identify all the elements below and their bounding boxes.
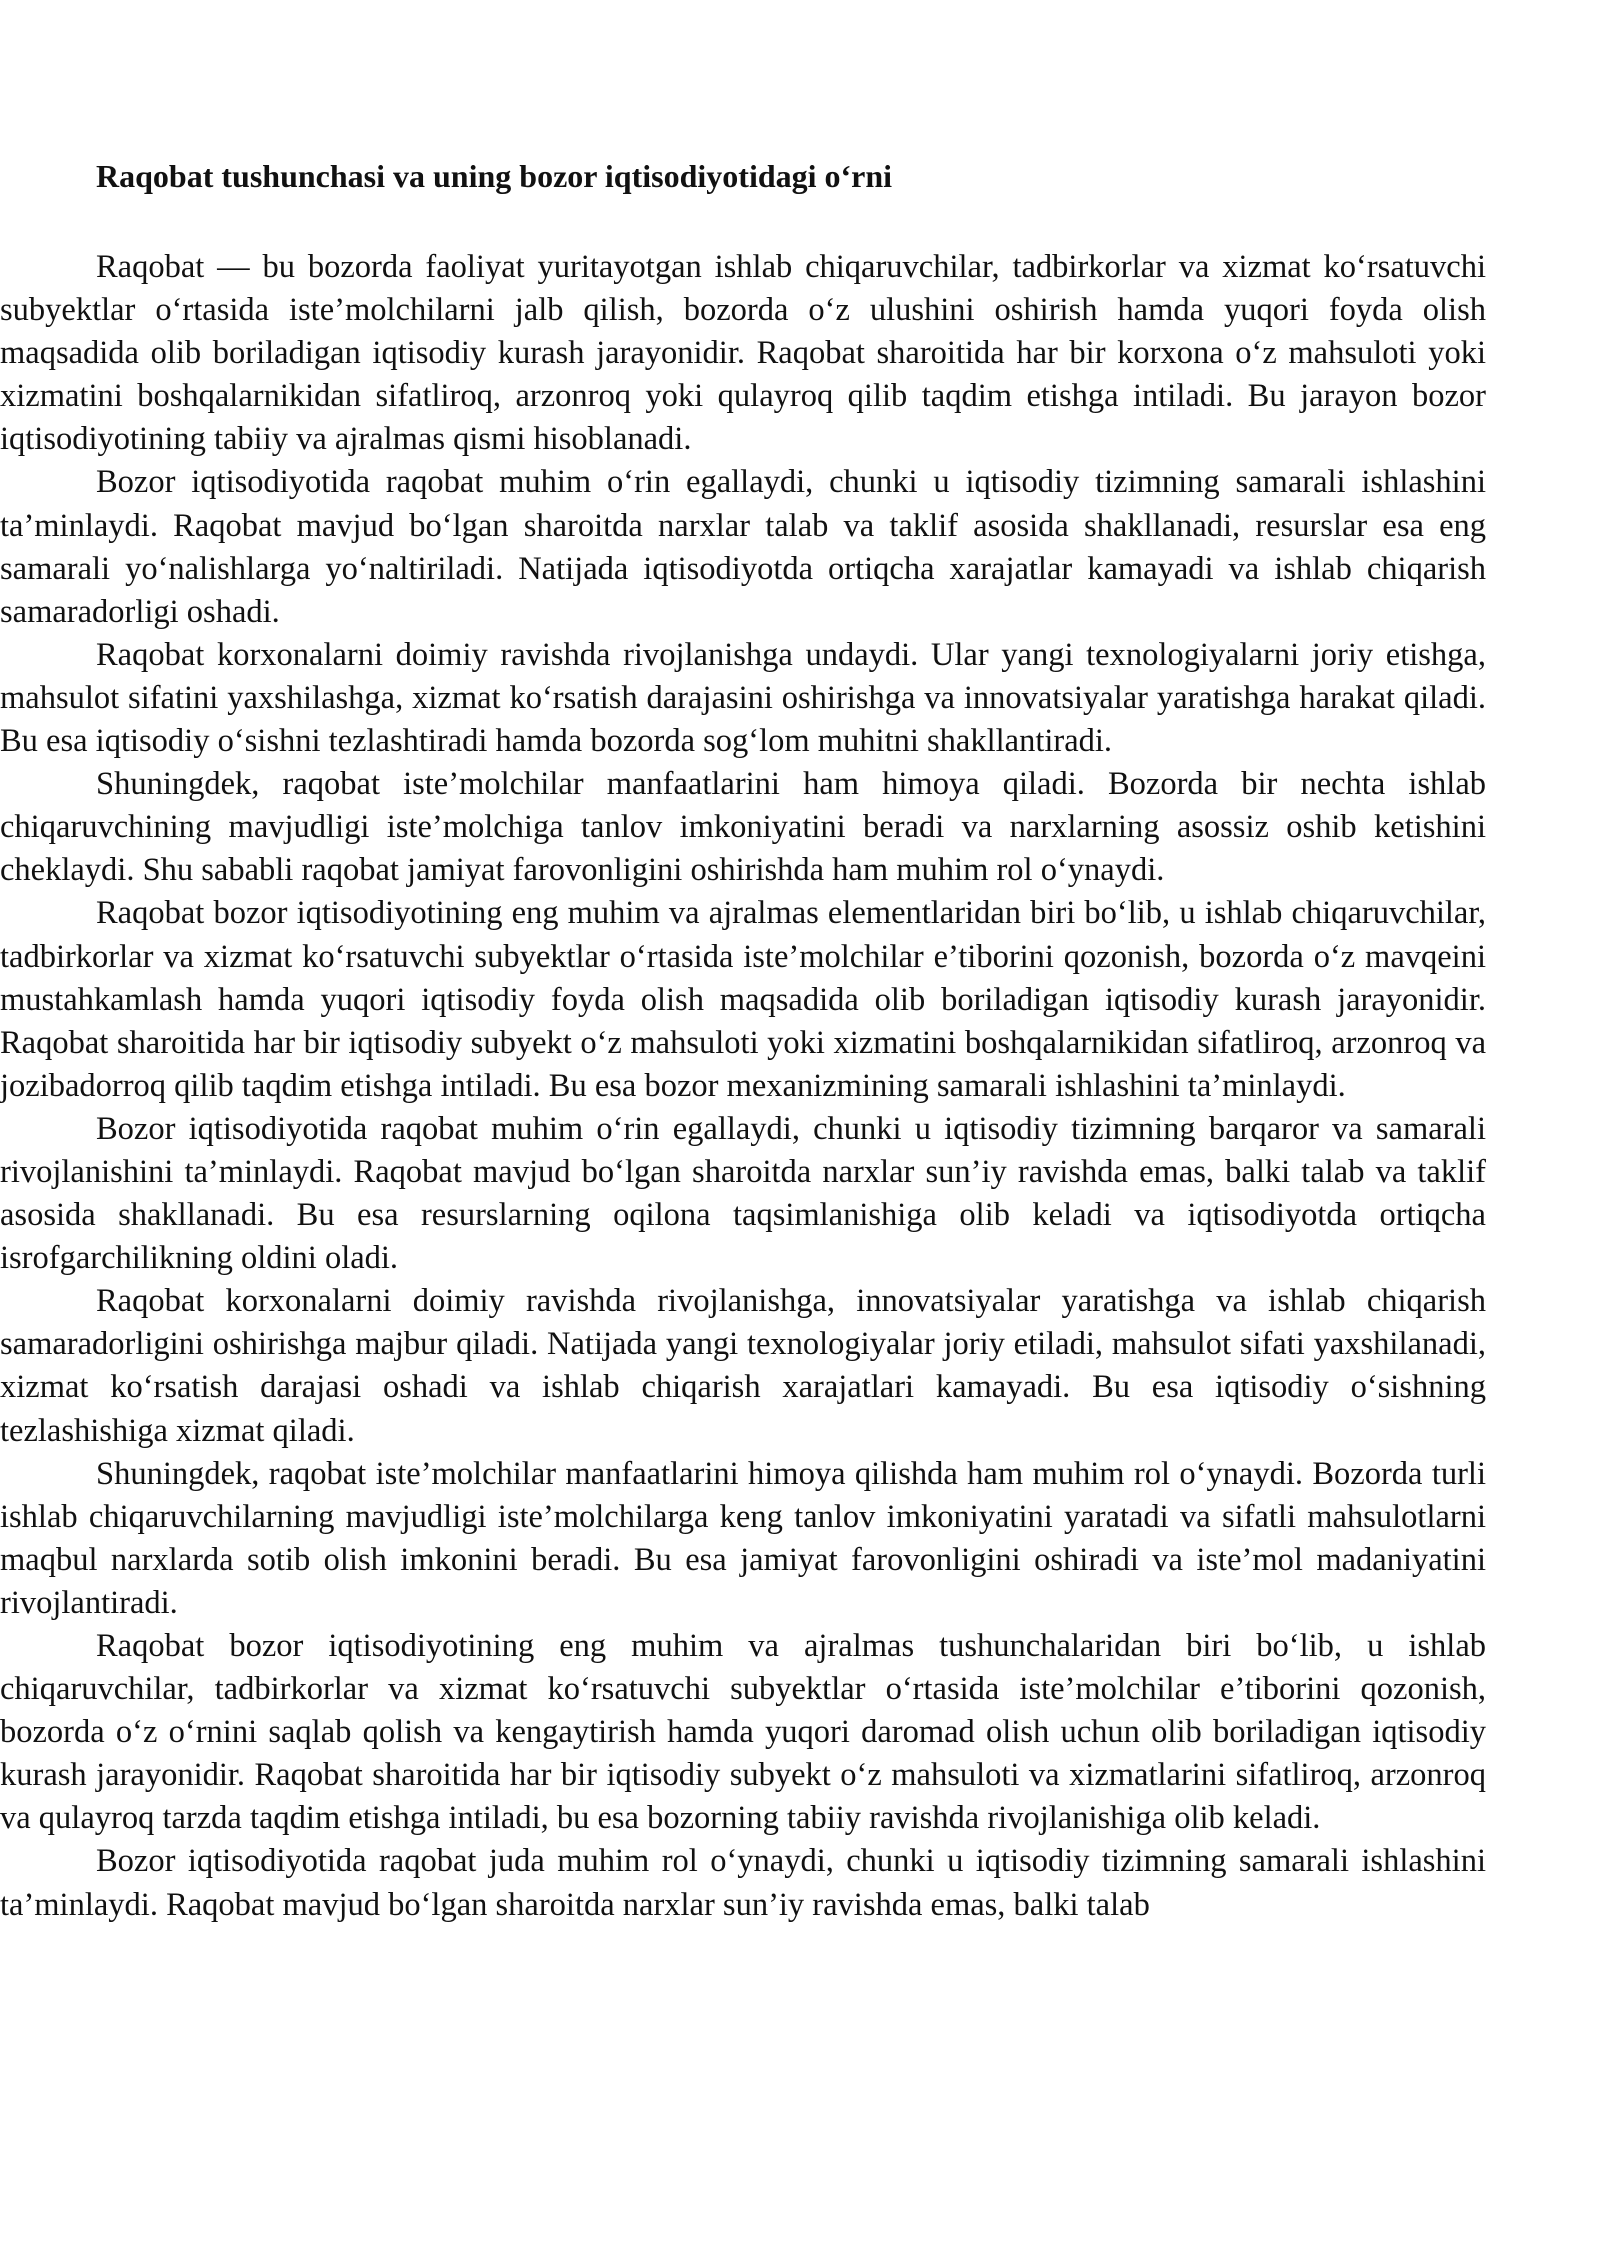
paragraph: Raqobat bozor iqtisodiyotining eng muhim va ajralmas elementlaridan biri bo‘lib, u ishlab chiqaruvchilar, tadbirkorlar va xizmat ko‘rsatuvchi subyektlar o‘rtasida iste’molchilar e’tiborini qozonish, bozorda o‘z mavqeini mustahkamlash hamda yuqori iqtisodiy foyda olish maqsadida olib boriladigan iqtisodiy kurash jarayonidir. Raqobat sharoitida har bir iqtisodiy subyekt o‘z mahsuloti yoki xizmatini boshqalarnikidan sifatliroq, arzonroq va jozibadorroq qilib taqdim etishga intiladi. Bu esa bozor mexanizmining samarali ishlashini ta’minlaydi. [0,895,1486,1104]
paragraph: Raqobat — bu bozorda faoliyat yuritayotgan ishlab chiqaruvchilar, tadbirkorlar va xizmat ko‘rsatuvchi subyektlar o‘rtasida iste’molchilarni jalb qilish, bozorda o‘z ulushini oshirish hamda yuqori foyda olish maqsadida olib boriladigan iqtisodiy kurash jarayonidir. Raqobat sharoitida har bir korxona o‘z mahsuloti yoki xizmatini boshqalarnikidan sifatliroq, arzonroq yoki qulayroq qilib taqdim etishga intiladi. Bu jarayon bozor iqtisodiyotining tabiiy va ajralmas qismi hisoblanadi. [0,249,1486,458]
paragraph: Raqobat korxonalarni doimiy ravishda rivojlanishga, innovatsiyalar yaratishga va ishlab chiqarish samaradorligini oshirishga majbur qiladi. Natijada yangi texnologiyalar joriy etiladi, mahsulot sifati yaxshilanadi, xizmat ko‘rsatish darajasi oshadi va ishlab chiqarish xarajatlari kamayadi. Bu esa iqtisodiy o‘sishning tezlashishiga xizmat qiladi. [0,1283,1486,1449]
paragraph: Raqobat korxonalarni doimiy ravishda rivojlanishga undaydi. Ular yangi texnologiyalarni joriy etishga, mahsulot sifatini yaxshilashga, xizmat ko‘rsatish darajasini oshirishga va innovatsiyalar yaratishga harakat qiladi. Bu esa iqtisodiy o‘sishni tezlashtiradi hamda bozorda sog‘lom muhitni shakllantiradi. [0,636,1486,760]
document-title: Raqobat tushunchasi va uning bozor iqtisodiyotidagi o‘rni [96,158,893,194]
paragraph: Shuningdek, raqobat iste’molchilar manfaatlarini ham himoya qiladi. Bozorda bir nechta ishlab chiqaruvchining mavjudligi iste’molchiga tanlov imkoniyatini beradi va narxlarning asossiz oshib ketishini cheklaydi. Shu sababli raqobat jamiyat farovonligini oshirishda ham muhim rol o‘ynaydi. [0,766,1486,889]
paragraph: Bozor iqtisodiyotida raqobat muhim o‘rin egallaydi, chunki u iqtisodiy tizimning barqaror va samarali rivojlanishini ta’minlaydi. Raqobat mavjud bo‘lgan sharoitda narxlar sun’iy ravishda emas, balki talab va taklif asosida shakllanadi. Bu esa resurslarning oqilona taqsimlanishiga olib keladi va iqtisodiyotda ortiqcha isrofgarchilikning oldini oladi. [0,1110,1486,1277]
paragraph: Raqobat bozor iqtisodiyotining eng muhim va ajralmas tushunchalaridan biri bo‘lib, u ishlab chiqaruvchilar, tadbirkorlar va xizmat ko‘rsatuvchi subyektlar o‘rtasida iste’molchilar e’tiborini qozonish, bozorda o‘z o‘rnini saqlab qolish va kengaytirish hamda yuqori daromad olish uchun olib boriladigan iqtisodiy kurash jarayonidir. Raqobat sharoitida har bir iqtisodiy subyekt o‘z mahsuloti va xizmatlarini sifatliroq, arzonroq va qulayroq tarzda taqdim etishga intiladi, bu esa bozorning tabiiy ravishda rivojlanishiga olib keladi. [0,1628,1486,1837]
paragraph: Shuningdek, raqobat iste’molchilar manfaatlarini himoya qilishda ham muhim rol o‘ynaydi. Bozorda turli ishlab chiqaruvchilarning mavjudligi iste’molchilarga keng tanlov imkoniyatini yaratadi va sifatli mahsulotlarni maqbul narxlarda sotib olish imkonini beradi. Bu esa jamiyat farovonligini oshiradi va iste’mol madaniyatini rivojlantiradi. [0,1455,1486,1621]
paragraph: Bozor iqtisodiyotida raqobat muhim o‘rin egallaydi, chunki u iqtisodiy tizimning samarali ishlashini ta’minlaydi. Raqobat mavjud bo‘lgan sharoitda narxlar talab va taklif asosida shakllanadi, resurslar esa eng samarali yo‘nalishlarga yo‘naltiriladi. Natijada iqtisodiyotda ortiqcha xarajatlar kamayadi va ishlab chiqarish samaradorligi oshadi. [0,464,1486,630]
document-body [0,150,1486,1927]
paragraph: Bozor iqtisodiyotida raqobat juda muhim rol o‘ynaydi, chunki u iqtisodiy tizimning samarali ishlashini ta’minlaydi. Raqobat mavjud bo‘lgan sharoitda narxlar sun’iy ravishda emas, balki talab [0,1843,1486,1923]
